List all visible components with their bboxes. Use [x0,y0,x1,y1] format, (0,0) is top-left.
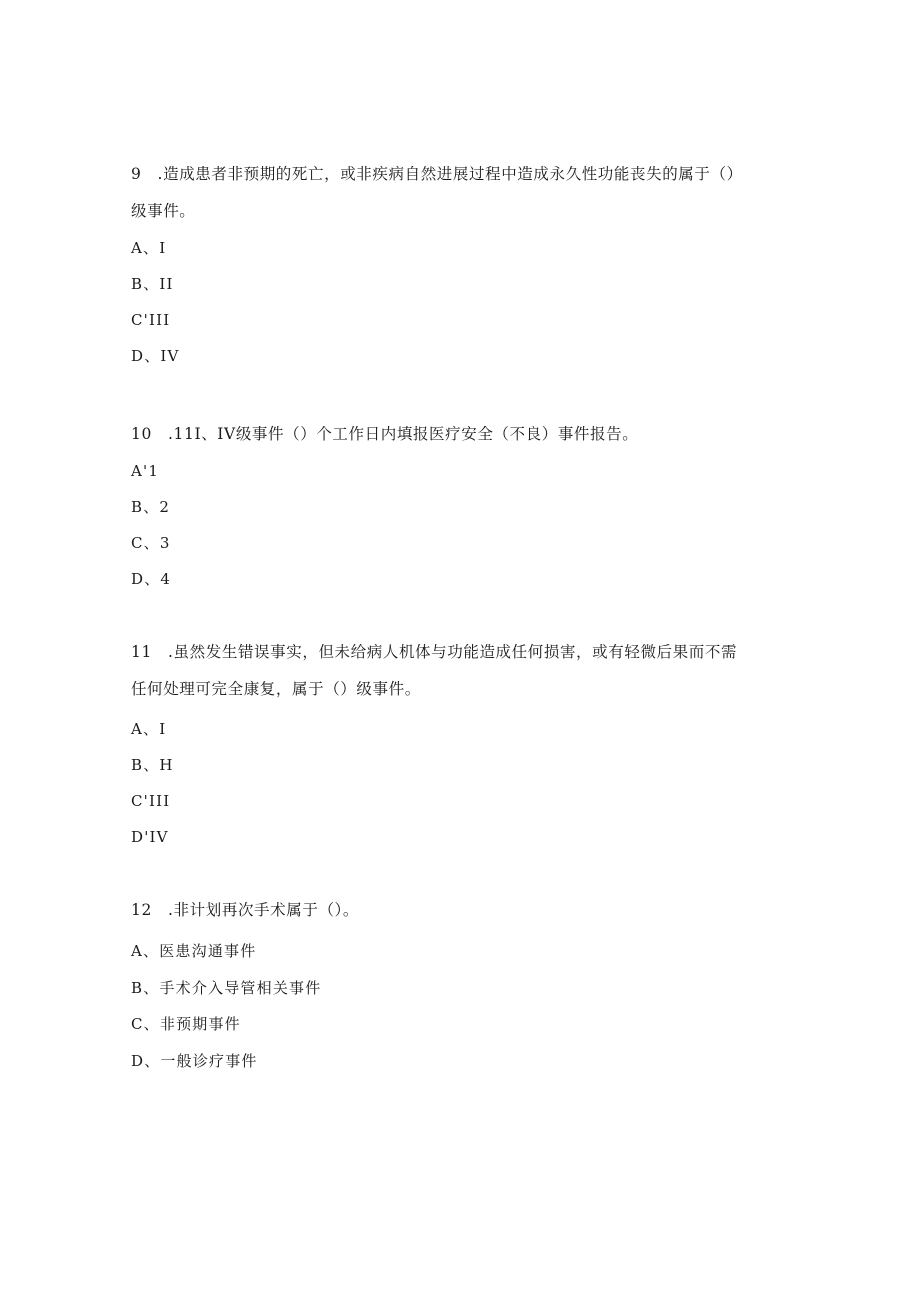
option-a: A、I [131,720,167,738]
option-d: D'IV [131,828,169,846]
option-b: B、手术介入导管相关事件 [131,979,322,997]
option-c: C'III [131,792,171,810]
option-b: B、II [131,275,174,293]
option-c: C'III [131,311,171,329]
option-d: D、一般诊疗事件 [131,1052,258,1070]
question-stem-line: 12 .非计划再次手术属于（）。 [131,901,360,919]
option-c: C、非预期事件 [131,1015,241,1033]
option-d: D、4 [131,570,172,588]
option-b: B、H [131,756,174,774]
question-stem-line: 11 .虽然发生错误事实，但未给病人机体与功能造成任何损害，或有轻微后果而不需 [131,643,738,661]
question-stem-line: 10 .11I、IV级事件（）个工作日内填报医疗安全（不良）事件报告。 [131,425,639,443]
option-b: B、2 [131,498,171,516]
option-a: A、I [131,239,167,257]
question-stem-line: 级事件。 [131,202,196,220]
option-d: D、IV [131,347,180,365]
option-c: C、3 [131,534,171,552]
option-a: A、医患沟通事件 [131,942,257,960]
question-stem-line: 任何处理可完全康复，属于（）级事件。 [131,680,421,698]
option-a: A'1 [131,462,160,480]
question-stem-line: 9 .造成患者非预期的死亡，或非疾病自然进展过程中造成永久性功能丧失的属于（） [131,165,743,183]
